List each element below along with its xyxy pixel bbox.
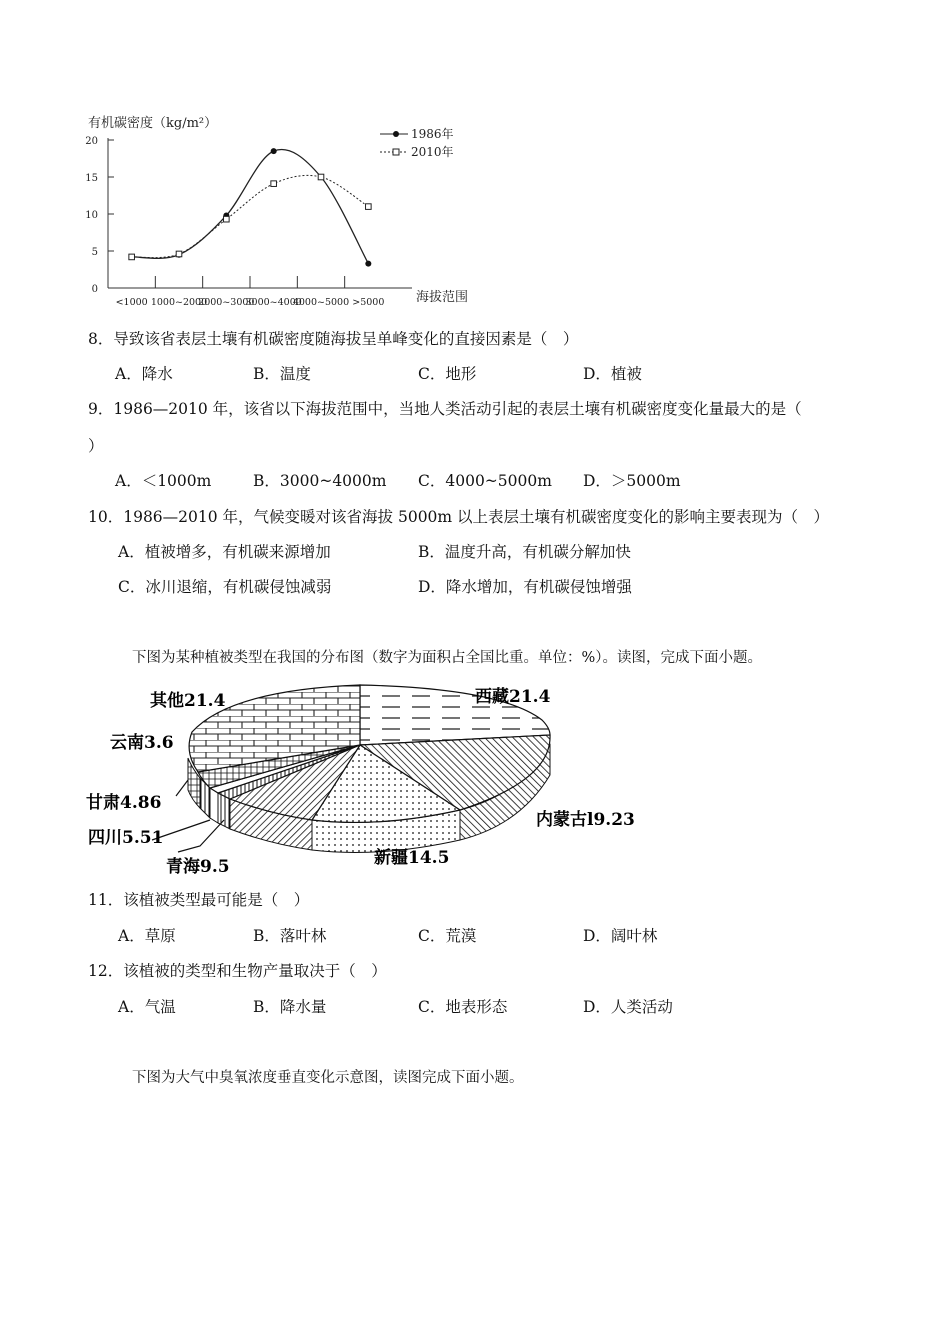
question-9-stem: 9．1986—2010 年，该省以下海拔范围中，当地人类活动引起的表层土壤有机碳密度变化量最大的是（ bbox=[88, 400, 802, 418]
label-inner-mongolia: 内蒙古l9.23 bbox=[536, 810, 635, 830]
y-tick-labels bbox=[85, 136, 114, 295]
series-markers bbox=[129, 148, 372, 266]
question-10-stem: 10．1986—2010 年，气候变暖对该省海拔 5000m 以上表层土壤有机碳密度变化的影响主要表现为（ ） bbox=[88, 508, 830, 526]
label-sichuan: 四川5.51 bbox=[88, 828, 164, 848]
y-tick-label: 20 bbox=[85, 136, 98, 147]
q9-option-c[interactable]: C．4000~5000m bbox=[418, 472, 552, 490]
q9-option-b[interactable]: B．3000~4000m bbox=[253, 472, 387, 490]
point-2010 bbox=[318, 174, 324, 180]
point-1986 bbox=[271, 148, 277, 154]
q11-option-a[interactable]: A．草原 bbox=[118, 927, 176, 945]
q12-option-c[interactable]: C．地表形态 bbox=[418, 998, 508, 1016]
vegetation-pie-figure bbox=[80, 680, 660, 880]
series-line-1 bbox=[132, 175, 369, 257]
question-12-stem: 12．该植被的类型和生物产量取决于（ ） bbox=[88, 962, 387, 980]
x-axis-label: 海拔范围 bbox=[416, 290, 469, 305]
y-tick-label: 0 bbox=[91, 284, 98, 295]
point-2010 bbox=[176, 251, 182, 257]
question-11-stem: 11．该植被类型最可能是（ ） bbox=[88, 891, 310, 909]
x-tick-label: 4000~5000 bbox=[292, 297, 350, 308]
point-2010 bbox=[224, 216, 230, 222]
q12-option-d[interactable]: D．人类活动 bbox=[583, 998, 673, 1016]
side-gansu bbox=[210, 788, 218, 823]
soil-carbon-line-chart bbox=[80, 108, 500, 313]
q10-option-a[interactable]: A．植被增多，有机碳来源增加 bbox=[118, 543, 331, 561]
x-tick-label: 3000~4000 bbox=[245, 297, 302, 308]
legend-label: 1986年 bbox=[411, 127, 454, 141]
section-intro-vegetation: 下图为某种植被类型在我国的分布图（数字为面积占全国比重。单位：%）。读图，完成下面小题。 bbox=[132, 650, 763, 666]
legend-marker bbox=[393, 149, 399, 155]
x-tick-label: 1000~2000 bbox=[150, 297, 208, 308]
chart-legend bbox=[380, 126, 454, 159]
legend-label: 2010年 bbox=[411, 145, 454, 159]
q11-option-d[interactable]: D．阔叶林 bbox=[583, 927, 658, 945]
x-tick-labels bbox=[116, 276, 385, 308]
question-9-stem-cont: ） bbox=[88, 437, 104, 455]
label-other: 其他21.4 bbox=[150, 691, 226, 711]
q8-option-d[interactable]: D．植被 bbox=[583, 365, 642, 383]
q11-option-c[interactable]: C．荒漠 bbox=[418, 927, 477, 945]
q9-option-d[interactable]: D．＞5000m bbox=[583, 472, 681, 490]
y-axis-label: 有机碳密度（kg/m²） bbox=[88, 116, 218, 131]
label-tibet: 西藏21.4 bbox=[475, 687, 551, 707]
y-tick-label: 10 bbox=[85, 210, 98, 221]
q12-option-a[interactable]: A．气温 bbox=[118, 998, 176, 1016]
x-tick-label: >5000 bbox=[352, 297, 385, 308]
x-tick-label: <1000 bbox=[115, 297, 148, 308]
point-1986 bbox=[365, 261, 371, 267]
point-2010 bbox=[366, 204, 372, 210]
y-tick-label: 5 bbox=[91, 247, 98, 258]
label-yunnan: 云南3.6 bbox=[110, 733, 174, 753]
label-qinghai: 青海9.5 bbox=[166, 857, 230, 877]
q8-option-c[interactable]: C．地形 bbox=[418, 365, 477, 383]
point-2010 bbox=[129, 254, 135, 260]
q9-option-a[interactable]: A．＜1000m bbox=[115, 472, 212, 490]
series-line-0 bbox=[132, 149, 369, 263]
q8-option-b[interactable]: B．温度 bbox=[253, 365, 311, 383]
series-lines bbox=[132, 149, 369, 263]
q8-option-a[interactable]: A．降水 bbox=[115, 365, 173, 383]
legend-marker bbox=[393, 131, 399, 137]
x-tick-label: 2000~3000 bbox=[198, 297, 255, 308]
point-2010 bbox=[271, 181, 277, 187]
q10-option-d[interactable]: D．降水增加，有机碳侵蚀增强 bbox=[418, 578, 632, 596]
question-8-stem: 8．导致该省表层土壤有机碳密度随海拔呈单峰变化的直接因素是（ ） bbox=[88, 330, 579, 348]
label-xinjiang: 新疆14.5 bbox=[374, 848, 450, 868]
y-tick-label: 15 bbox=[85, 173, 98, 184]
q11-option-b[interactable]: B．落叶林 bbox=[253, 927, 327, 945]
label-gansu: 甘肃4.86 bbox=[86, 793, 162, 813]
section-intro-ozone: 下图为大气中臭氧浓度垂直变化示意图，读图完成下面小题。 bbox=[132, 1070, 524, 1086]
q10-option-b[interactable]: B．温度升高，有机碳分解加快 bbox=[418, 543, 631, 561]
q12-option-b[interactable]: B．降水量 bbox=[253, 998, 327, 1016]
q10-option-c[interactable]: C．冰川退缩，有机碳侵蚀减弱 bbox=[118, 578, 332, 596]
